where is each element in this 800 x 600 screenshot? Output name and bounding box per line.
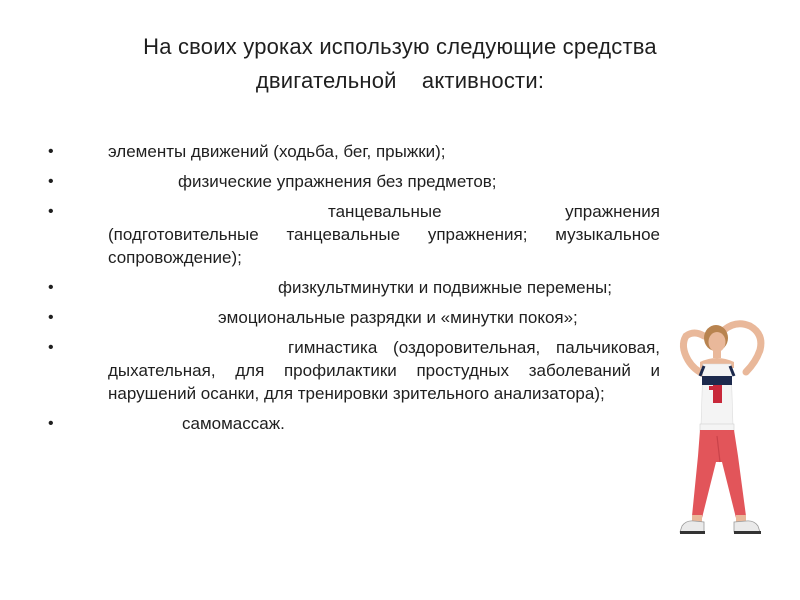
bullet-item-gymnastics xyxy=(48,336,660,405)
bullet-text: танцевальные упражнения (подготовительные танцевальные упражнения; музыкальное сопровождение); xyxy=(108,202,660,267)
slide-title xyxy=(40,30,760,98)
bullet-text: физкультминутки и подвижные перемены; xyxy=(278,278,612,297)
slide-title-line-2: двигательной активности: xyxy=(255,68,545,93)
bullet-marker: • xyxy=(48,415,54,432)
bullet-marker: • xyxy=(48,143,54,160)
bullet-item-relaxation xyxy=(48,306,660,329)
bullet-marker: • xyxy=(48,339,54,356)
bullet-text: самомассаж. xyxy=(182,414,285,433)
bullet-item-exercises xyxy=(48,170,660,193)
bullet-marker: • xyxy=(48,279,54,296)
bullet-item-movements xyxy=(48,140,660,163)
exercising-woman-icon xyxy=(664,316,784,552)
bullet-item-self-massage xyxy=(48,412,660,435)
slide-title-line-1: На своих уроках использую следующие средства xyxy=(143,34,657,59)
bullet-item-breaks xyxy=(48,276,660,299)
bullet-item-dance xyxy=(48,200,660,269)
bullet-text: физические упражнения без предметов; xyxy=(178,172,497,191)
bullet-marker: • xyxy=(48,309,54,326)
bullet-marker: • xyxy=(48,203,54,220)
bullet-marker: • xyxy=(48,173,54,190)
bullet-text: элементы движений (ходьба, бег, прыжки); xyxy=(108,142,446,161)
bullet-list xyxy=(48,140,660,442)
bullet-text: гимнастика (оздоровительная, пальчиковая, дыхательная, для профилактики простудных заболеваний и нарушений осанки, для тренировки зрительного анализатора); xyxy=(108,338,660,403)
bullet-text: эмоциональные разрядки и «минутки покоя»; xyxy=(218,308,578,327)
